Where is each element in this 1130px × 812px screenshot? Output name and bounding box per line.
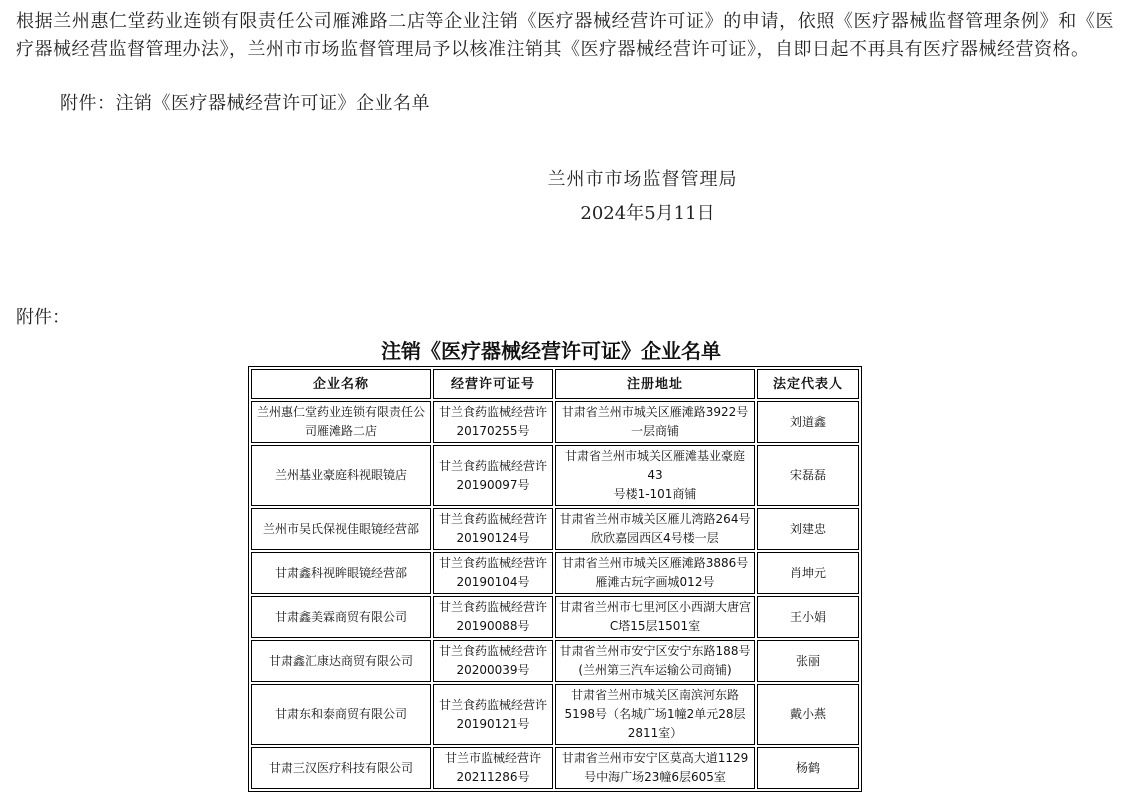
company-name-cell	[251, 596, 431, 638]
license-number-cell	[433, 684, 553, 745]
legal-representative-cell: 戴小燕	[757, 684, 859, 745]
company-name-cell-line: 司雁滩路二店	[304, 424, 377, 438]
table-row	[251, 596, 859, 638]
legal-representative-cell: 宋磊磊	[757, 445, 859, 506]
company-name-cell-line: 兰州惠仁堂药业连锁有限责任公	[256, 405, 425, 419]
license-number-cell-line: 20170255号	[456, 424, 530, 438]
license-number-cell-line: 20190121号	[456, 716, 530, 731]
company-name-cell-line: 甘肃三汉医疗科技有限公司	[268, 760, 413, 775]
license-number-cell-line: 甘兰食药监械经营许	[438, 697, 547, 712]
table-title: 注销《医疗器械经营许可证》企业名单	[381, 339, 721, 363]
license-number-cell-line: 甘兰市监械经营许	[444, 751, 541, 765]
header-license-number: 经营许可证号	[433, 369, 553, 399]
address-cell	[555, 552, 755, 594]
license-number-cell-line: 甘兰食药监械经营许	[438, 458, 547, 473]
company-name-cell-line: 甘肃东和泰商贸有限公司	[274, 707, 407, 721]
company-name-cell-line: 甘肃鑫科视眸眼镜经营部	[274, 565, 407, 580]
license-number-cell-line: 甘兰食药监械经营许	[438, 644, 547, 658]
header-company-name: 企业名称	[251, 369, 431, 399]
issue-date: 2024年5月11日	[580, 203, 715, 224]
address-cell	[555, 596, 755, 638]
address-cell-line: 甘肃省兰州市安宁区莫高大道1129	[561, 751, 749, 765]
table-header-row	[251, 369, 859, 399]
header-legal-representative: 法定代表人	[757, 369, 859, 399]
license-number-cell-line: 20190124号	[456, 531, 530, 545]
license-number-cell	[433, 401, 553, 443]
license-number-cell-line: 20190104号	[456, 575, 530, 589]
address-cell	[555, 747, 755, 789]
license-number-cell	[433, 747, 553, 789]
address-cell-line: 一层商铺	[630, 424, 679, 438]
address-cell-line: (兰州第三汽车运输公司商铺)	[578, 663, 732, 677]
legal-representative-cell: 张丽	[757, 640, 859, 682]
license-number-cell-line: 甘兰食药监械经营许	[438, 512, 547, 526]
table-row	[251, 552, 859, 594]
company-name-cell	[251, 445, 431, 506]
issuer-name: 兰州市市场监督管理局	[547, 169, 738, 190]
license-number-cell-line: 20211286号	[456, 770, 530, 784]
license-number-cell-line: 20200039号	[456, 663, 530, 677]
company-list-table	[248, 366, 862, 792]
table-row	[251, 445, 859, 506]
address-cell	[555, 508, 755, 550]
company-name-cell-line: 兰州市吴氏保视佳眼镜经营部	[262, 521, 419, 536]
attachment-line: 附件：注销《医疗器械经营许可证》企业名单	[60, 93, 430, 114]
notice-paragraph: 根据兰州惠仁堂药业连锁有限责任公司雁滩路二店等企业注销《医疗器械经营许可证》的申请，依照《医疗器械监督管理条例》和《医疗器械经营监督管理办法》，兰州市市场监督管理局予以核准注销其《医疗器械经营许可证》，自即日起不再具有医疗器械经营资格。	[16, 11, 1114, 60]
company-name-cell-line: 甘肃鑫美霖商贸有限公司	[274, 609, 407, 624]
address-cell-line: 雁滩古玩字画城012号	[595, 575, 715, 589]
company-name-cell	[251, 508, 431, 550]
address-cell-line: 甘肃省兰州市城关区雁滩基业豪庭43	[564, 449, 745, 482]
address-cell-line: 甘肃省兰州市城关区雁儿湾路264号	[559, 512, 751, 526]
legal-representative-cell: 刘建忠	[757, 508, 859, 550]
company-name-cell	[251, 401, 431, 443]
address-cell-line: 甘肃省兰州市城关区雁滩路3886号	[561, 556, 749, 570]
table-row	[251, 684, 859, 745]
company-name-cell	[251, 684, 431, 745]
header-registered-address: 注册地址	[555, 369, 755, 399]
company-name-cell-line: 甘肃鑫汇康达商贸有限公司	[268, 653, 413, 668]
license-number-cell	[433, 552, 553, 594]
company-name-cell	[251, 747, 431, 789]
address-cell-line: 甘肃省兰州市七里河区小西湖大唐宫	[559, 600, 752, 614]
license-number-cell	[433, 596, 553, 638]
address-cell-line: 欣欣嘉园西区4号楼一层	[591, 531, 719, 545]
address-cell-line: 甘肃省兰州市城关区南滨河东路	[570, 688, 739, 702]
address-cell-line: 号楼1-101商铺	[613, 487, 697, 501]
table-row	[251, 508, 859, 550]
company-name-cell-line: 兰州基业豪庭科视眼镜店	[274, 468, 407, 482]
address-cell-line: 2811室）	[627, 726, 683, 740]
license-number-cell-line: 20190088号	[456, 619, 530, 633]
company-name-cell	[251, 552, 431, 594]
license-number-cell	[433, 508, 553, 550]
address-cell	[555, 640, 755, 682]
address-cell-line: C塔15层1501室	[609, 619, 701, 633]
address-cell	[555, 684, 755, 745]
license-number-cell-line: 甘兰食药监械经营许	[438, 600, 547, 614]
legal-representative-cell: 刘道鑫	[757, 401, 859, 443]
license-number-cell-line: 甘兰食药监械经营许	[438, 556, 547, 570]
address-cell-line: 甘肃省兰州市城关区雁滩路3922号	[561, 405, 749, 419]
address-cell	[555, 401, 755, 443]
company-name-cell	[251, 640, 431, 682]
legal-representative-cell: 肖坤元	[757, 552, 859, 594]
license-number-cell-line: 甘兰食药监械经营许	[438, 405, 547, 419]
license-number-cell	[433, 445, 553, 506]
table-row	[251, 401, 859, 443]
table-row	[251, 640, 859, 682]
license-number-cell-line: 20190097号	[456, 477, 530, 492]
address-cell-line: 甘肃省兰州市安宁区安宁东路188号	[559, 644, 751, 658]
address-cell-line: 号中海广场23幢6层605室	[584, 770, 726, 784]
legal-representative-cell: 杨鹤	[757, 747, 859, 789]
address-cell-line: 5198号（名城广场1幢2单元28层	[564, 707, 746, 721]
attachment-label: 附件：	[16, 307, 70, 328]
license-number-cell	[433, 640, 553, 682]
table-row	[251, 747, 859, 789]
address-cell	[555, 445, 755, 506]
legal-representative-cell: 王小娟	[757, 596, 859, 638]
